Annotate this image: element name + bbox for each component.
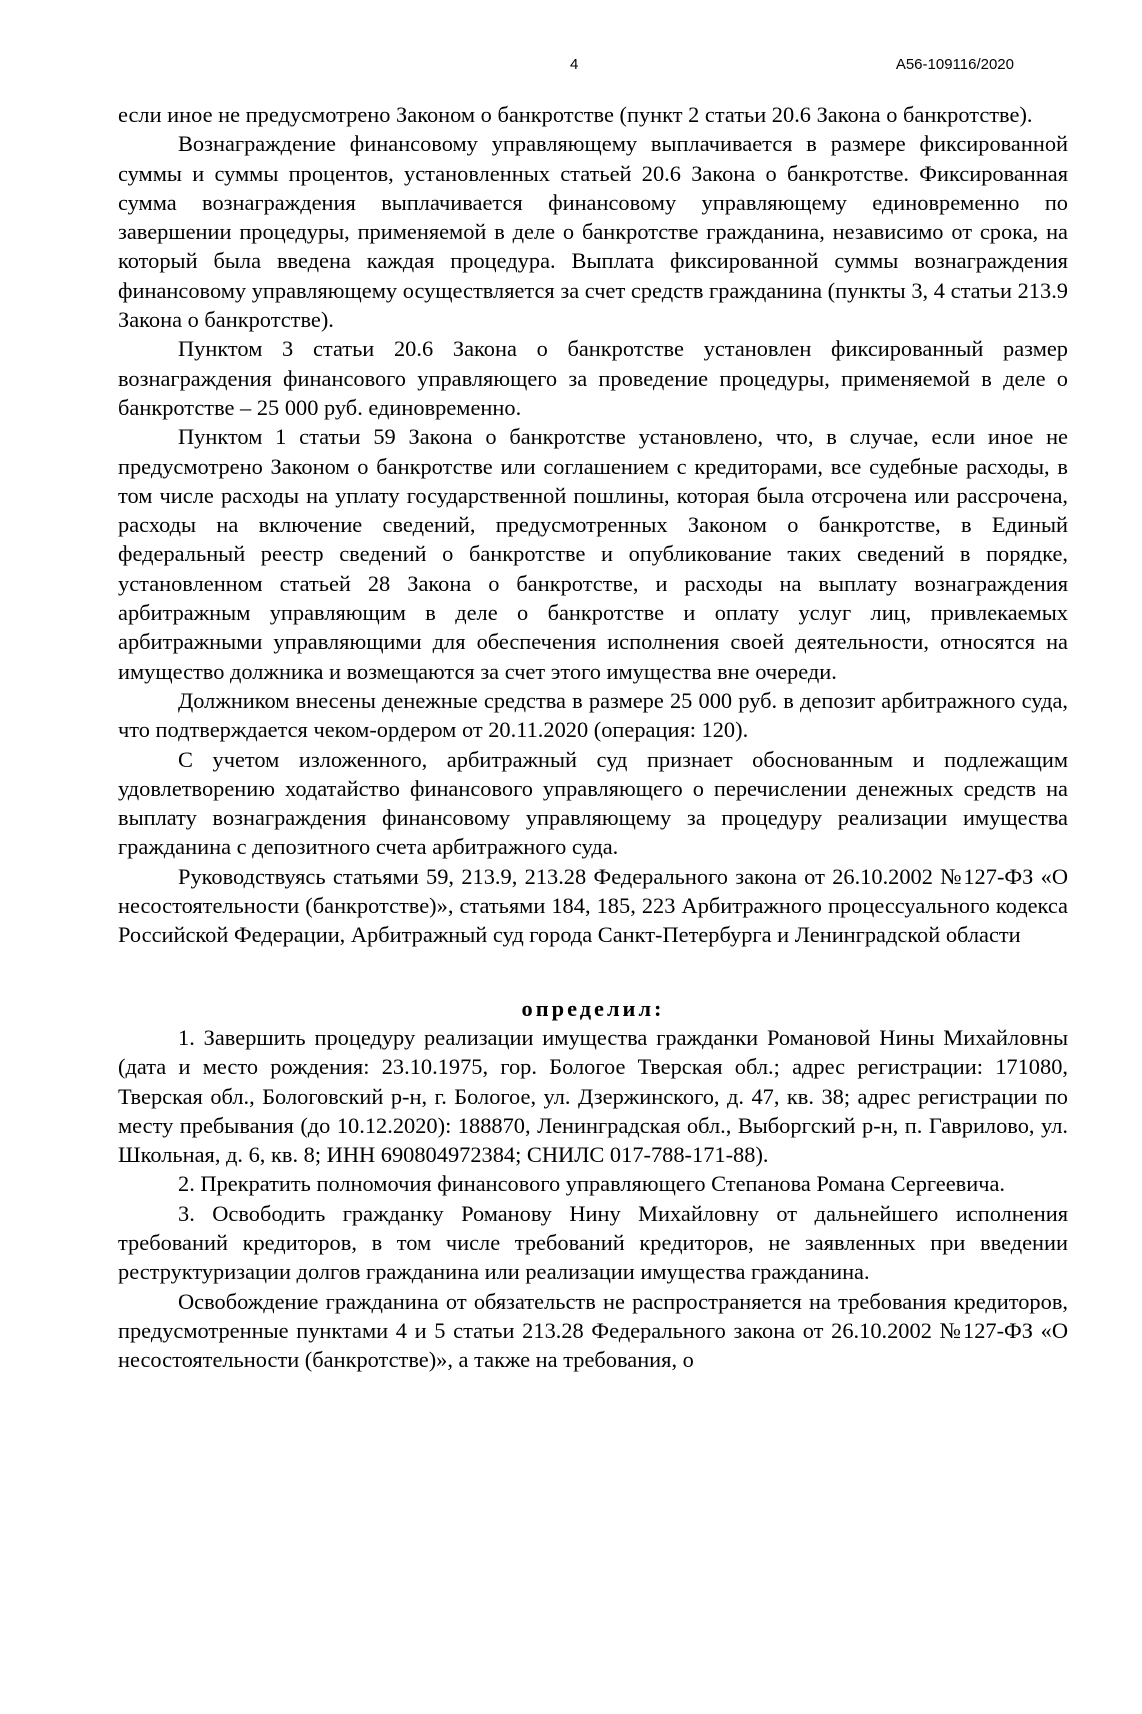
paragraph: Пунктом 1 статьи 59 Закона о банкротстве установлено, что, в случае, если иное не предусмотрено Законом о банкротстве или соглашением с кредиторами, все судебные расходы, в том числе расходы на уплату государственной пошлины, которая была отсрочена или рассрочена, расходы на включение сведений, предусмотренных Законом о банкротстве, в Единый федеральный реестр сведений о банкротстве и опубликование таких сведений в порядке, установленном статьей 28 Закона о банкротстве, и расходы на выплату вознаграждения арбитражным управляющим в деле о банкротстве и оплату услуг лиц, привлекаемых арбитражными управляющими для обеспечения исполнения своей деятельности, относятся на имущество должника и возмещаются за счет этого имущества вне очереди. [118, 424, 1068, 684]
paragraph: С учетом изложенного, арбитражный суд признает обоснованным и подлежащим удовлетворению ходатайство финансового управляющего о перечислении денежных средств на выплату вознаграждения финансовому управляющему за процедуру реализации имущества гражданина с депозитного счета арбитражного суда. [118, 746, 1068, 860]
decision-heading: определил: [521, 995, 665, 1021]
decision-item: 2. Прекратить полномочия финансового управляющего Степанова Романа Сергеевича. [178, 1171, 1006, 1197]
decision-item: 1. Завершить процедуру реализации имущества гражданки Романовой Нины Михайловны (дата и место рождения: 23.10.1975, гор. Бологое Тверская обл.; адрес регистрации: 171080, Тверская обл., Бологовский р-н, г. Бологое, ул. Дзержинского, д. 47, кв. 38; адрес регистрации по месту пребывания (до 10.12.2020): 188870, Ленинградская обл., Выборгский р-н, п. Гаврилово, ул. Школьная, д. 6, кв. 8; ИНН 690804972384; СНИЛС 017-788-171-88). [118, 1024, 1068, 1168]
paragraph: если иное не предусмотрено Законом о банкротстве (пункт 2 статьи 20.6 Закона о банкротстве). [118, 102, 1033, 127]
paragraph: Руководствуясь статьями 59, 213.9, 213.28 Федерального закона от 26.10.2002 №127-ФЗ «О несостоятельности (банкротстве)», статьями 184, 185, 223 Арбитражного процессуального кодекса Российской Федерации, Арбитражный суд города Санкт-Петербурга и Ленинградской области [118, 863, 1068, 948]
paragraph: Освобождение гражданина от обязательств не распространяется на требования кредиторов, предусмотренные пунктами 4 и 5 статьи 213.28 Федерального закона от 26.10.2002 №127-ФЗ «О несостоятельности (банкротстве)», а также на требования, о [118, 1288, 1068, 1373]
document-body [118, 100, 1068, 1374]
paragraph: Пунктом 3 статьи 20.6 Закона о банкротстве установлен фиксированный размер вознаграждения финансового управляющего за проведение процедуры, применяемой в деле о банкротстве – 25 000 руб. единовременно. [118, 336, 1068, 420]
case-number: А56-109116/2020 [895, 56, 1014, 73]
paragraph: Вознаграждение финансовому управляющему выплачивается в размере фиксированной суммы и суммы процентов, установленных статьей 20.6 Закона о банкротстве. Фиксированная сумма вознаграждения выплачивается финансовому управляющему единовременно по завершении процедуры, применяемой в деле о банкротстве гражданина, независимо от срока, на который была введена каждая процедура. Выплата фиксированной суммы вознаграждения финансовому управляющему осуществляется за счет средств гражданина (пункты 3, 4 статьи 213.9 Закона о банкротстве). [118, 131, 1068, 333]
page-number: 4 [570, 56, 579, 73]
paragraph: Должником внесены денежные средства в размере 25 000 руб. в депозит арбитражного суда, что подтверждается чеком-ордером от 20.11.2020 (операция: 120). [118, 687, 1068, 743]
decision-item: 3. Освободить гражданку Романову Нину Михайловну от дальнейшего исполнения требований кредиторов, в том числе требований кредиторов, не заявленных при введении реструктуризации долгов гражданина или реализации имущества гражданина. [118, 1200, 1068, 1285]
